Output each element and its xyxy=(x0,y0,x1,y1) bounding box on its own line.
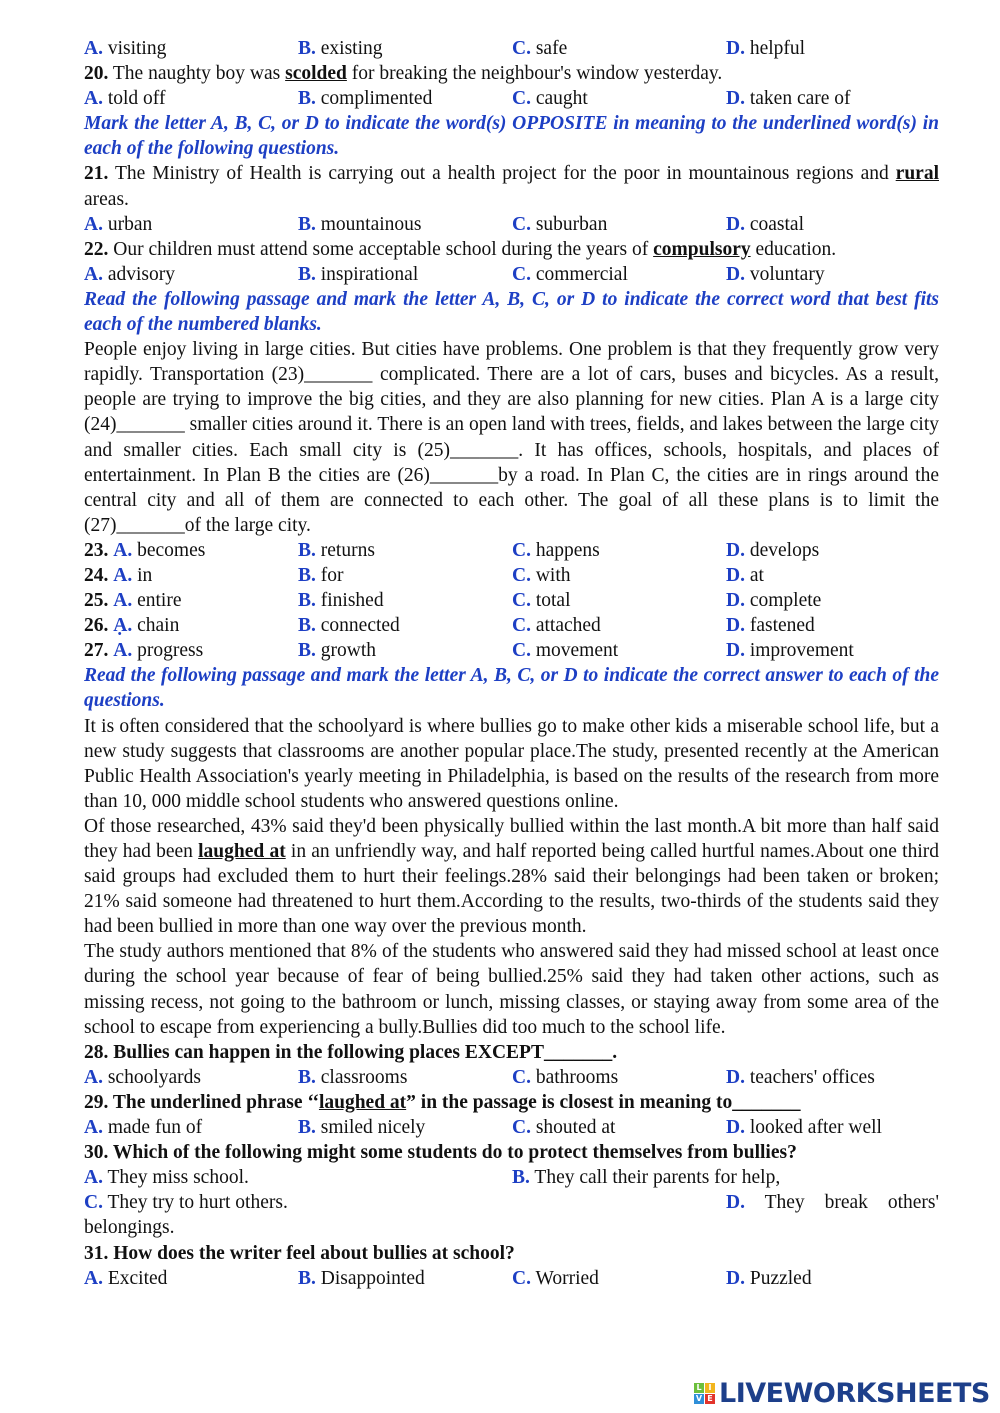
option-text: complete xyxy=(744,590,822,612)
answer-option[interactable] xyxy=(84,538,205,563)
underlined-word: compulsory xyxy=(653,238,751,260)
option-letter: C. xyxy=(512,1066,531,1088)
answer-option[interactable] xyxy=(298,36,383,61)
answer-option[interactable] xyxy=(84,638,203,663)
option-text: fastened xyxy=(744,615,815,637)
text-segment: education. xyxy=(750,238,837,260)
liveworksheets-logo xyxy=(694,1378,990,1409)
answer-option[interactable] xyxy=(726,1065,875,1090)
option-letter: D. xyxy=(726,1066,745,1088)
option-letter: D. xyxy=(726,615,745,637)
option-text: mountainous xyxy=(315,213,422,235)
option-letter: A. xyxy=(113,539,133,561)
text-segment: The naughty boy was xyxy=(108,63,286,85)
option-text: complimented xyxy=(315,88,433,110)
answer-option[interactable] xyxy=(726,36,805,61)
option-letter: C. xyxy=(512,564,531,586)
answer-options-row xyxy=(84,1115,939,1140)
option-text: happens xyxy=(530,539,600,561)
text-segment: in an unfriendly way, and half reported being called hurtful names.About one third said groups had excluded them to hurt their feelings.28% said their belongings had been taken or broken; 21% said someone had threatened to hurt them.According to the results, two-thirds of the students said they had been bullied in more than one way over the previous month. xyxy=(84,841,939,938)
passage-paragraph xyxy=(84,939,939,1039)
answer-options-row xyxy=(84,1165,939,1190)
question-number: 21. xyxy=(84,163,109,185)
question-number: 23. xyxy=(84,539,109,561)
option-letter: D. xyxy=(726,263,745,285)
answer-option[interactable] xyxy=(84,86,165,111)
text-segment: Of those researched, 43% said they'd been physically bullied within the last month.A bit more than half said they had been xyxy=(84,815,939,862)
question-number: 29. xyxy=(84,1091,109,1113)
answer-options-row xyxy=(84,1190,939,1215)
option-letter: B. xyxy=(298,263,316,285)
answer-option[interactable] xyxy=(512,638,618,663)
answer-options-row xyxy=(84,588,939,613)
section-instruction: Read the following passage and mark the letter A, B, C, or D to indicate the correct word that best fits each of the numbered blanks. xyxy=(84,288,939,336)
question-number: 31. xyxy=(84,1242,109,1264)
answer-option[interactable] xyxy=(298,1266,425,1291)
text-segment: for breaking the neighbour's window yesterday. xyxy=(346,63,723,85)
answer-option[interactable] xyxy=(726,212,804,237)
option-text: inspirational xyxy=(315,263,419,285)
option-letter: C. xyxy=(512,1117,531,1139)
answer-option[interactable] xyxy=(84,1115,202,1140)
answer-option[interactable] xyxy=(84,588,181,613)
option-letter: D. xyxy=(726,1117,745,1139)
underlined-word: rural xyxy=(895,163,939,185)
answer-option[interactable] xyxy=(512,613,601,638)
answer-option[interactable] xyxy=(726,563,764,588)
reading-passage xyxy=(84,337,939,538)
option-text: shouted at xyxy=(530,1117,616,1139)
text-segment: The Ministry of Health is carrying out a health project for the poor in mountainous regions and xyxy=(108,163,896,185)
answer-option[interactable] xyxy=(512,588,571,613)
option-text: taken care of xyxy=(744,88,851,110)
option-letter: A. xyxy=(84,1117,103,1139)
question-number: 28. xyxy=(84,1041,109,1063)
option-text: They break others' xyxy=(744,1192,939,1214)
answer-option[interactable] xyxy=(84,1165,249,1190)
option-text: improvement xyxy=(744,640,854,662)
option-letter: C. xyxy=(84,1192,103,1214)
question xyxy=(84,161,939,211)
option-text: commercial xyxy=(530,263,628,285)
question xyxy=(84,237,939,262)
answer-options-row xyxy=(84,563,939,588)
worksheet xyxy=(84,36,939,1291)
answer-options-row xyxy=(84,212,939,237)
answer-options-row xyxy=(84,36,939,61)
option-text: with xyxy=(530,564,571,586)
option-letter: D. xyxy=(726,1267,745,1289)
option-letter: B. xyxy=(512,1167,530,1189)
question xyxy=(84,1090,939,1115)
option-text: looked after well xyxy=(744,1117,882,1139)
option-text: bathrooms xyxy=(530,1066,619,1088)
answer-options-row xyxy=(84,86,939,111)
option-text: Excited xyxy=(102,1267,168,1289)
option-text: helpful xyxy=(744,38,806,59)
answer-option[interactable] xyxy=(726,262,825,287)
option-text: existing xyxy=(315,38,383,59)
answer-option[interactable] xyxy=(726,613,815,638)
answer-option[interactable] xyxy=(84,613,179,638)
question-number: 22. xyxy=(84,238,109,260)
option-text: told off xyxy=(102,88,166,110)
option-letter: A. xyxy=(84,263,103,285)
option-letter: D. xyxy=(726,1192,745,1214)
option-text: voluntary xyxy=(744,263,825,285)
option-text: in xyxy=(132,564,153,586)
option-letter: A. xyxy=(113,590,133,612)
text-segment: areas. xyxy=(84,188,129,210)
option-letter: D. xyxy=(726,88,745,110)
option-text: total xyxy=(530,590,571,612)
underlined-word: scolded xyxy=(285,63,347,85)
answer-option[interactable] xyxy=(512,563,571,588)
option-text: entire xyxy=(132,590,182,612)
answer-option[interactable] xyxy=(726,638,854,663)
option-text: classrooms xyxy=(315,1066,408,1088)
option-letter: A. xyxy=(84,88,103,110)
answer-option[interactable] xyxy=(512,212,607,237)
answer-option[interactable] xyxy=(298,538,375,563)
option-letter: A. xyxy=(113,640,133,662)
option-continuation: belongings. xyxy=(84,1217,175,1239)
option-text: visiting xyxy=(102,38,167,59)
answer-option[interactable] xyxy=(84,212,152,237)
answer-option[interactable] xyxy=(512,1115,615,1140)
text-segment: Which of the following might some students do to protect themselves from bullies? xyxy=(108,1142,797,1164)
logo-badge-v: V xyxy=(695,1394,703,1403)
answer-option[interactable] xyxy=(726,1190,939,1215)
option-text: finished xyxy=(315,590,384,612)
option-text: returns xyxy=(315,539,375,561)
option-text: progress xyxy=(132,640,204,662)
answer-option[interactable] xyxy=(298,563,344,588)
passage-paragraph xyxy=(84,814,939,939)
answer-option[interactable] xyxy=(298,638,376,663)
option-text: made fun of xyxy=(102,1117,203,1139)
option-letter: A. xyxy=(84,38,103,59)
question xyxy=(84,61,939,86)
section-instruction: Mark the letter A, B, C, or D to indicate the word(s) OPPOSITE in meaning to the underlined word(s) in each of the following questions. xyxy=(84,113,939,160)
option-text: caught xyxy=(530,88,588,110)
underlined-word: laughed at xyxy=(198,841,286,862)
text-segment: How does the writer feel about bullies at school? xyxy=(108,1242,515,1264)
question-number: 30. xyxy=(84,1142,109,1164)
option-text: connected xyxy=(315,615,400,637)
question-number: 27. xyxy=(84,640,109,662)
answer-option[interactable] xyxy=(84,1190,288,1215)
answer-option[interactable] xyxy=(298,86,432,111)
answer-option[interactable] xyxy=(512,1065,618,1090)
option-text: Disappointed xyxy=(315,1267,425,1289)
question xyxy=(84,1140,939,1165)
answer-option[interactable] xyxy=(84,563,152,588)
option-letter: C. xyxy=(512,539,531,561)
option-letter: B. xyxy=(298,539,316,561)
text-segment: The underlined phrase ‘‘ xyxy=(108,1091,319,1113)
question-number: 25. xyxy=(84,590,109,612)
passage-paragraph xyxy=(84,714,939,814)
answer-option[interactable] xyxy=(512,262,628,287)
option-letter: A. xyxy=(84,1167,103,1189)
answer-option[interactable] xyxy=(726,86,851,111)
option-letter: A. xyxy=(84,1267,103,1289)
option-letter: C. xyxy=(512,590,531,612)
question xyxy=(84,1040,939,1065)
option-letter: B. xyxy=(298,88,316,110)
option-text: becomes xyxy=(132,539,206,561)
answer-option[interactable] xyxy=(298,1065,407,1090)
answer-option[interactable] xyxy=(726,588,821,613)
option-letter: B. xyxy=(298,1117,316,1139)
option-letter: B. xyxy=(298,640,316,662)
option-letter: D. xyxy=(726,38,745,59)
answer-option[interactable] xyxy=(726,1115,882,1140)
option-text: Puzzled xyxy=(744,1267,812,1289)
option-letter: B. xyxy=(298,615,316,637)
option-text: They call their parents for help, xyxy=(529,1167,781,1189)
text-segment: It is often considered that the schoolyard is where bullies go to make other kids a miserable school life, but a new study suggests that classrooms are another popular place.The study, presented recently at the American Public Health Association's yearly meeting in Philadelphia, is based on the results of the research from more than 10, 000 middle school students who answered questions online. xyxy=(84,715,939,812)
answer-options-row xyxy=(84,638,939,663)
answer-options-row xyxy=(84,613,939,638)
option-letter: C. xyxy=(512,615,531,637)
option-letter: Ạ. xyxy=(113,615,133,637)
text-segment: The study authors mentioned that 8% of the students who answered said they had missed school at least once during the school year because of fear of being bullied.25% said they had taken other actions, such as missing recess, not going to the bathroom or lunch, missing classes, or staying away from some area of the school to escape from experiencing a bully.Bullies did too much to the school life. xyxy=(84,941,939,1038)
section-instruction: Read the following passage and mark the letter A, B, C, or D to indicate the correct answer to each of the questions. xyxy=(84,665,939,712)
option-text: safe xyxy=(530,38,568,59)
option-text: growth xyxy=(315,640,377,662)
option-text: chain xyxy=(132,615,180,637)
option-text: attached xyxy=(530,615,601,637)
answer-option[interactable] xyxy=(84,1065,201,1090)
option-letter: B. xyxy=(298,590,316,612)
option-text: Worried xyxy=(530,1267,599,1289)
answer-option[interactable] xyxy=(84,36,166,61)
option-text: advisory xyxy=(102,263,175,285)
answer-option[interactable] xyxy=(298,588,384,613)
text-segment: Our children must attend some acceptable school during the years of xyxy=(108,238,654,260)
answer-option[interactable] xyxy=(298,613,400,638)
answer-option[interactable] xyxy=(512,1165,780,1190)
answer-option[interactable] xyxy=(84,262,175,287)
answer-option[interactable] xyxy=(726,538,819,563)
option-letter: A. xyxy=(113,564,133,586)
option-letter: C. xyxy=(512,88,531,110)
answer-option[interactable] xyxy=(298,262,418,287)
answer-options-row xyxy=(84,1266,939,1291)
answer-options-row xyxy=(84,1065,939,1090)
option-text: coastal xyxy=(744,213,804,235)
text-segment: Bullies can happen in the following places EXCEPT_______. xyxy=(108,1041,618,1063)
option-letter: B. xyxy=(298,213,316,235)
option-letter: B. xyxy=(298,1267,316,1289)
answer-options-row xyxy=(84,538,939,563)
option-text: urban xyxy=(102,213,153,235)
question-number: 26. xyxy=(84,615,109,637)
option-text: schoolyards xyxy=(102,1066,201,1088)
option-text: suburban xyxy=(530,213,608,235)
answer-option[interactable] xyxy=(84,1266,167,1291)
option-letter: C. xyxy=(512,640,531,662)
logo-badge-i: I xyxy=(705,1383,715,1393)
answer-option[interactable] xyxy=(512,538,600,563)
option-letter: D. xyxy=(726,590,745,612)
option-text: They try to hurt others. xyxy=(102,1192,288,1214)
option-text: for xyxy=(315,564,344,586)
option-letter: B. xyxy=(298,1066,316,1088)
option-text: movement xyxy=(530,640,619,662)
option-letter: D. xyxy=(726,564,745,586)
question-number: 20. xyxy=(84,63,109,85)
reading-passage xyxy=(84,714,939,1040)
logo-badge-l: L xyxy=(694,1383,704,1393)
logo-badge-e: E xyxy=(705,1394,715,1404)
option-letter: B. xyxy=(298,38,316,59)
question-number: 24. xyxy=(84,564,109,586)
text-segment: People enjoy living in large cities. But cities have problems. One problem is that they frequently grow very rapidly. Transportation (23)_______ complicated. There are a lot of cars, buses and bicycles. As a result, people are trying to improve the big cities, and they are also planning for new cities. Plan A is a large city (24)_______ smaller cities around it. There is an open land with trees, fields, and lakes between the large city and smaller cities. Each small city is (25)_______. It has offices, schools, hospitals, and places of entertainment. In Plan B the cities are (26)_______by a road. In Plan C, the cities are in rings around the central city and all of them are connected to each other. The goal of all these plans is to limit the (27)_______of the large city. xyxy=(84,339,939,536)
option-letter: A. xyxy=(84,1066,103,1088)
answer-option[interactable] xyxy=(298,1115,425,1140)
option-text: teachers' offices xyxy=(744,1066,875,1088)
option-letter: A. xyxy=(84,213,103,235)
question xyxy=(84,1241,939,1266)
answer-option[interactable] xyxy=(726,1266,812,1291)
answer-option[interactable] xyxy=(512,1266,599,1291)
option-text: at xyxy=(744,564,764,586)
logo-badge-icon xyxy=(694,1383,715,1404)
option-letter: C. xyxy=(512,1267,531,1289)
text-segment: ” in the passage is closest in meaning to_______ xyxy=(406,1091,801,1113)
option-text: smiled nicely xyxy=(315,1117,426,1139)
option-letter: D. xyxy=(726,539,745,561)
option-letter: D. xyxy=(726,640,745,662)
logo-text: LIVEWORKSHEETS xyxy=(719,1378,990,1409)
option-letter: D. xyxy=(726,213,745,235)
underlined-word: laughed at xyxy=(318,1091,407,1113)
option-text: develops xyxy=(744,539,820,561)
answer-option[interactable] xyxy=(512,36,567,61)
option-letter: C. xyxy=(512,213,531,235)
answer-option[interactable] xyxy=(298,212,422,237)
option-text: They miss school. xyxy=(102,1167,249,1189)
option-letter: B. xyxy=(298,564,316,586)
option-letter: C. xyxy=(512,38,531,59)
answer-options-row xyxy=(84,262,939,287)
answer-option[interactable] xyxy=(512,86,588,111)
option-letter: C. xyxy=(512,263,531,285)
passage-paragraph xyxy=(84,337,939,538)
